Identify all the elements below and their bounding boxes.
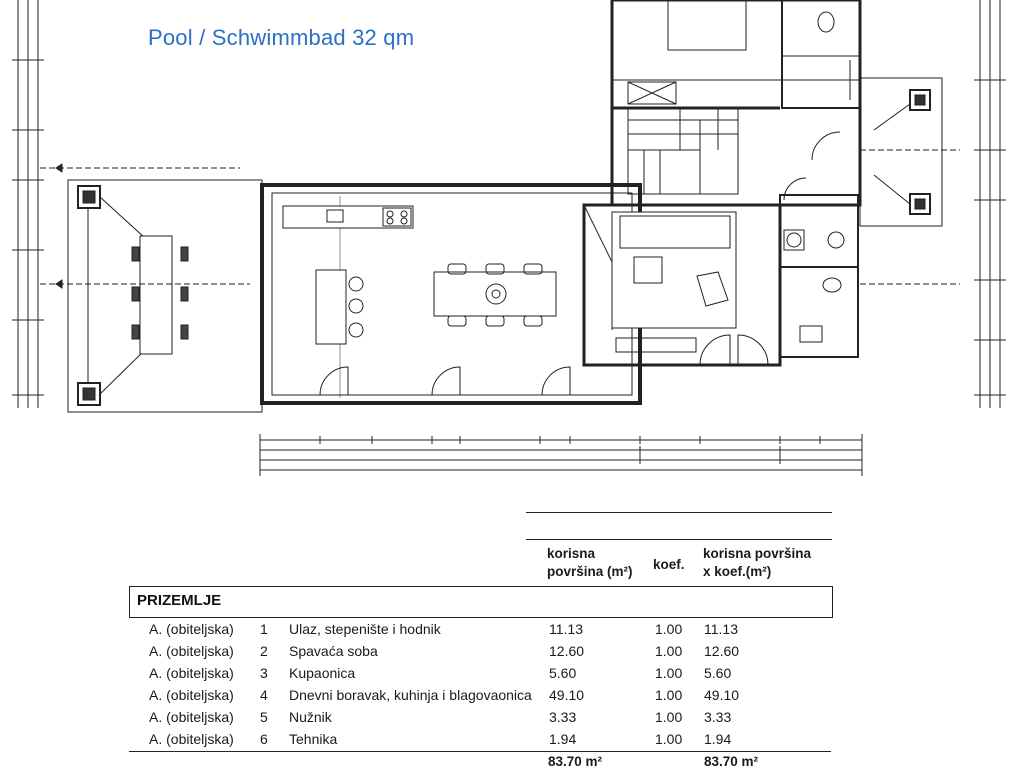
row-category: A. (obiteljska): [149, 643, 234, 659]
row-category: A. (obiteljska): [149, 709, 234, 725]
row-number: 5: [260, 709, 268, 725]
row-area: 1.94: [549, 731, 577, 747]
row-number: 3: [260, 665, 268, 681]
row-name: Kupaonica: [289, 665, 356, 681]
terrace-left: [68, 180, 262, 412]
row-area: 3.33: [549, 709, 577, 725]
table-header-rule: [526, 539, 832, 540]
row-coef: 1.00: [655, 643, 683, 659]
row-category: A. (obiteljska): [149, 665, 234, 681]
row-total: 5.60: [704, 665, 732, 681]
row-coef: 1.00: [655, 709, 683, 725]
left-dimension-lines: [12, 0, 44, 408]
row-number: 1: [260, 621, 268, 637]
sum-total: 83.70 m²: [704, 754, 759, 769]
row-area: 5.60: [549, 665, 577, 681]
row-category: A. (obiteljska): [149, 687, 234, 703]
terrace-right: [860, 78, 942, 226]
section-header-box: [129, 586, 833, 618]
row-name: Dnevni boravak, kuhinja i blagovaonica: [289, 687, 532, 703]
row-category: A. (obiteljska): [149, 621, 234, 637]
row-coef: 1.00: [655, 687, 683, 703]
right-dimension-lines: [974, 0, 1006, 408]
row-total: 49.10: [704, 687, 740, 703]
sum-area: 83.70 m²: [548, 754, 603, 769]
row-total: 11.13: [704, 621, 738, 637]
section-title: PRIZEMLJE: [137, 592, 222, 609]
row-coef: 1.00: [655, 665, 683, 681]
row-name: Ulaz, stepenište i hodnik: [289, 621, 441, 637]
row-name: Spavaća soba: [289, 643, 378, 659]
row-coef: 1.00: [655, 731, 683, 747]
row-number: 6: [260, 731, 268, 747]
row-area: 49.10: [549, 687, 585, 703]
row-name: Nužnik: [289, 709, 332, 725]
upper-block-walls: [612, 0, 860, 205]
row-number: 2: [260, 643, 268, 659]
row-name: Tehnika: [289, 731, 338, 747]
header-coef: koef.: [653, 557, 685, 572]
row-total: 3.33: [704, 709, 732, 725]
row-category: A. (obiteljska): [149, 731, 234, 747]
pool-title: Pool / Schwimmbad 32 qm: [148, 25, 415, 50]
living-room-right: [584, 205, 780, 365]
table-top-rule: [526, 512, 832, 513]
row-coef: 1.00: [655, 621, 683, 637]
header-total: korisna površina x koef.(m²): [703, 546, 812, 579]
sum-rule: [129, 751, 831, 752]
bottom-dimension-lines: [260, 434, 862, 476]
row-area: 12.60: [549, 643, 585, 659]
row-total: 1.94: [704, 731, 732, 747]
header-area: korisna površina (m²): [547, 546, 633, 579]
row-area: 11.13: [549, 621, 583, 637]
row-total: 12.60: [704, 643, 740, 659]
row-number: 4: [260, 687, 268, 703]
